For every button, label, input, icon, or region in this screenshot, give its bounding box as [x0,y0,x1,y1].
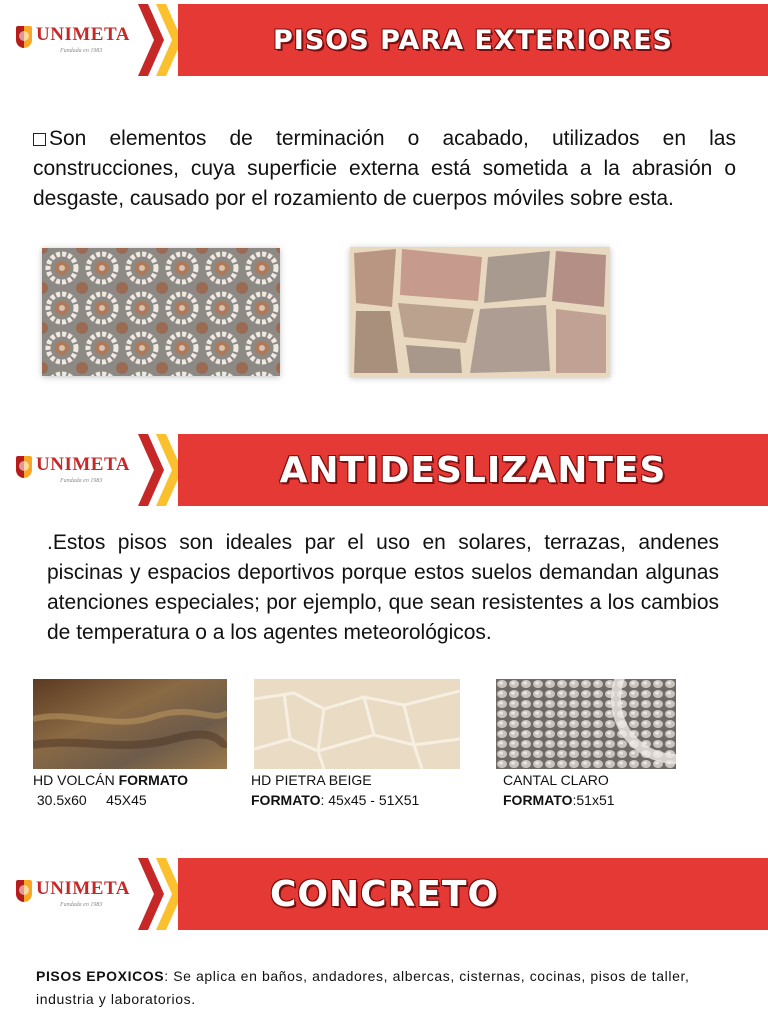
crest-icon [16,26,32,48]
unimeta-logo: UNIMETA Fundada en 1983 [16,20,136,60]
hd-pietra-beige-image [254,679,460,769]
section-title: PISOS PARA EXTERIORES [273,24,673,56]
section-header-concreto [0,858,768,930]
caption-hd-volcan: HD VOLCÁN FORMATO 30.5x60 45X45 [33,772,189,808]
section-header-exteriores [0,4,768,76]
caption-cantal-claro: CANTAL CLARO FORMATO:51x51 [503,772,615,808]
caption-hd-pietra-beige: HD PIETRA BEIGE FORMATO: 45x45 - 51X51 [251,772,420,808]
unimeta-logo: UNIMETA Fundada en 1983 [16,450,136,490]
cantal-claro-image [496,679,676,769]
intro-paragraph: Son elementos de terminación o acabado, utilizados en las construcciones, cuya superficie externa está sometida a la abrasión o desgaste, causado por el rozamiento de cuerpos móviles sobre esta. [33,127,736,210]
unimeta-logo: UNIMETA Fundada en 1983 [16,874,136,914]
section-title: ANTIDESLIZANTES [279,449,667,491]
antideslizantes-paragraph: .Estos pisos son ideales par el uso en solares, terrazas, andenes piscinas y espacios deportivos porque estos suelos demandan algunas atenciones especiales; por ejemplo, que sean resistentes a los cambios de temperatura o a los agentes meteorológicos. [47,531,719,644]
section-header-antideslizantes [0,434,768,506]
pebble-mosaic-image [42,248,280,376]
pisos-epoxicos-paragraph: PISOS EPOXICOS: Se aplica en baños, andadores, albercas, cisternas, cocinas, pisos de taller, industria y laboratorios. [36,968,690,1007]
section-title: CONCRETO [270,873,500,915]
checkbox-bullet-icon [33,133,46,146]
hd-volcan-image [33,679,227,769]
crest-icon [16,456,32,478]
crest-icon [16,880,32,902]
flagstone-image [350,247,610,377]
